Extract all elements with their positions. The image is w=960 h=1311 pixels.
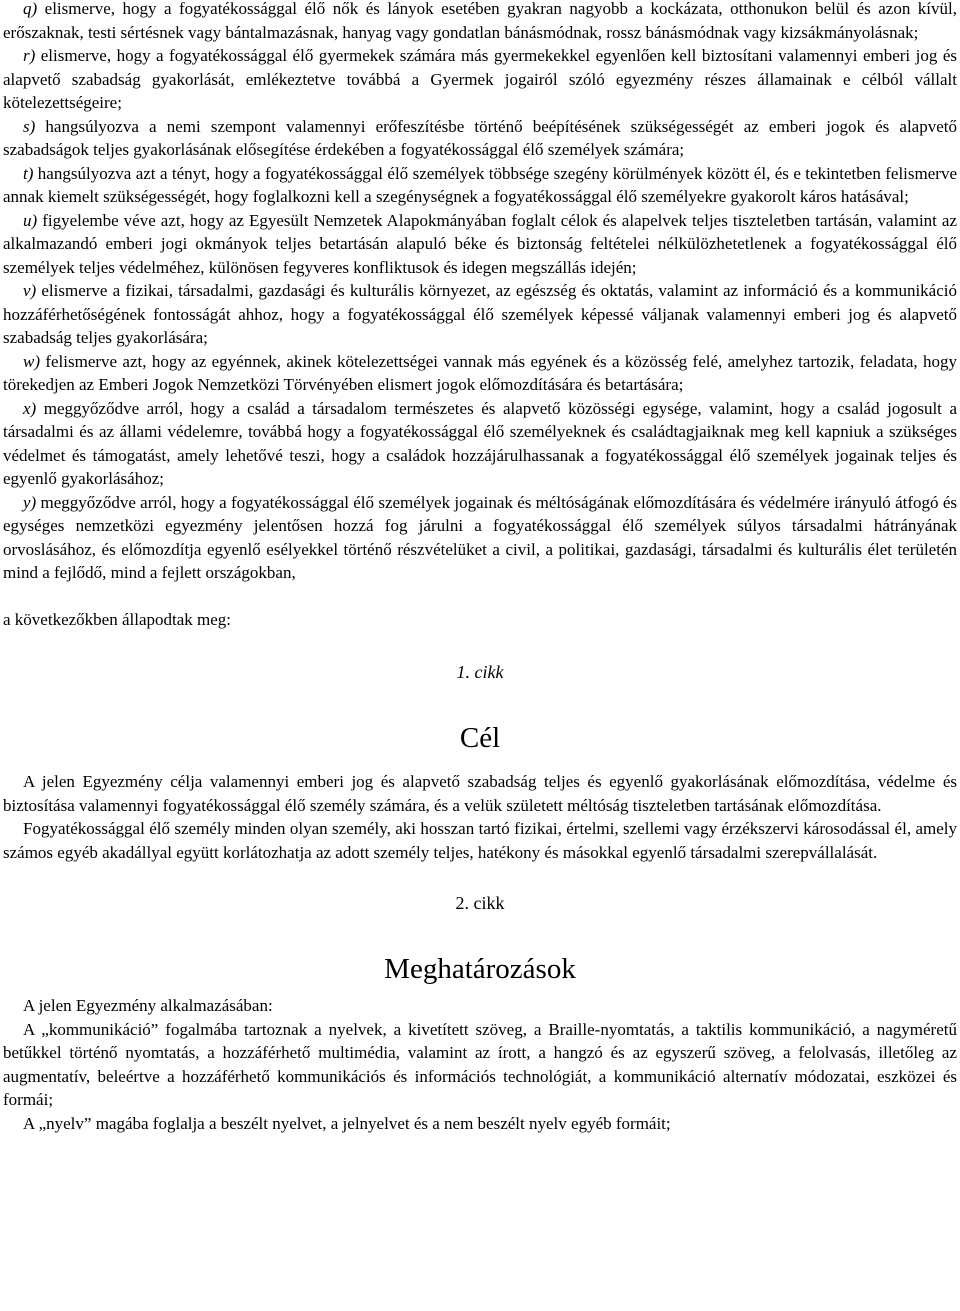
spacer [3,986,957,994]
item-text: meggyőződve arról, hogy a fogyatékossággal élő személyek jogainak és méltóságának előmozdítására és védelmére irányuló átfogó és egységes nemzetközi egyezmény jelentősen hozzá fog járulni a fogyatékossággal élő személyek súlyos társadalmi hátrányának orvoslásához, és előmozdítja egyenlő esélyekkel történő részvételüket a civil, a politikai, gazdasági, társadalmi és kulturális élet területén mind a fejlődő, mind a fejlett országokban, [3,492,957,582]
item-marker: t) [23,163,34,183]
item-text: meggyőződve arról, hogy a család a társadalom természetes és alapvető közösségi egysége, valamint, hogy a család jogosult a társadalmi és az állami védelemre, továbbá hogy a fogyatékossággal élő személyeknek és családtagjaiknak meg kell kapniuk a szükséges védelmet és támogatást, amely lehetővé teszi, hogy a családok hozzájárulhassanak a fogyatékossággal élő személyek jogainak teljes és egyenlő gyakorlásához; [3,398,957,488]
article-1-number: 1. cikk [456,662,504,682]
item-text: elismerve a fizikai, társadalmi, gazdasági és kulturális környezet, az egészség és oktatás, valamint az információ és a kommunikáció hozzáférhetőségének fontosságát ahhoz, hogy a fogyatékossággal élő személyek képessé váljanak valamennyi emberi jog és alapvető szabadság teljes gyakorlására; [3,281,957,347]
preamble-item-w [3,350,957,397]
article-2-number: 2. cikk [455,893,505,913]
item-marker: s) [23,116,36,136]
item-text: hangsúlyozva a nemi szempont valamennyi erőfeszítésbe történő beépítésének szükségességét az emberi jogok és alapvető szabadságok teljes gyakorlásának elősegítése érdekében a fogyatékossággal élő személyek számára; [3,116,957,159]
preamble-item-t [3,162,957,209]
spacer [3,632,957,656]
item-marker: w) [23,351,40,371]
preamble-item-u [3,209,957,280]
item-text: figyelembe véve azt, hogy az Egyesült Nemzetek Alapokmányában foglalt célok és alapelvek teljes tiszteletben tartásán, valamint az alkalmazandó emberi jogi okmányok teljes betartásán alapuló béke és biztonság feltételei nélkülözhetetlenek a fogyatékossággal élő személyek teljes védelméhez, különösen fegyveres konfliktusok és idegen megszállás idején; [3,210,957,277]
definition-communication: A „kommunikáció” fogalmába tartoznak a nyelvek, a kivetített szöveg, a Braille-nyomtatás, a taktilis kommunikáció, a nagyméretű betűkkel történő nyomtatás, a hozzáférhető multimédia, valamint az írott, a hangzó és az egyszerű szöveg, a felolvasás, illetőleg az augmentatív, beleértve a hozzáférhető kommunikációs és információs technológiát, a kommunikáció alternatív módozatai, eszközei és formái; [3,1019,957,1109]
definition-language: A „nyelv” magába foglalja a beszélt nyelvet, a jelnyelvet és a nem beszélt nyelv egyéb formáit; [23,1113,671,1133]
item-marker: u) [23,210,38,230]
item-text: hangsúlyozva azt a tényt, hogy a fogyatékossággal élő személyek többsége szegény körülmények között él, és e tekintetben felismerve annak kiemelt szükségességét, hogy foglalkozni kell a szegénységnek a fogyatékossággal élő személyekre gyakorolt káros hatásával; [3,163,957,206]
article-1-paragraph: A jelen Egyezmény célja valamennyi emberi jog és alapvető szabadság teljes és egyenlő gyakorlásának előmozdítása, védelme és biztosítása valamennyi fogyatékossággal élő személy számára, és a velük született méltóság tiszteletben tartásának előmozdítása. [3,772,957,815]
spacer [3,864,957,892]
item-text: elismerve, hogy a fogyatékossággal élő gyermekek számára más gyermekekkel egyenlően kell biztosítani valamennyi emberi jog és alapvető szabadság gyakorlását, emlékeztetve továbbá a Gyermek jogairól szóló egyezmény részes államainak e célból vállalt kötelezettségeire; [3,46,957,112]
item-marker: q) [23,0,38,18]
item-marker: v) [23,281,37,300]
article-2-intro: A jelen Egyezmény alkalmazásában: [23,996,273,1015]
item-marker: x) [23,398,37,418]
preamble-item-r [3,44,957,115]
spacer [3,684,957,721]
preamble-item-s [3,115,957,162]
preamble-item-q [3,0,957,44]
spacer [3,915,957,952]
item-marker: y) [23,492,37,512]
article-1-paragraph: Fogyatékossággal élő személy minden olyan személy, aki hosszan tartó fizikai, értelmi, szellemi vagy érzékszervi károsodással él, amely számos egyéb akadállyal együtt korlátozhatja az adott személy teljes, hatékony és másokkal egyenlő társadalmi szerepvállalását. [3,819,957,862]
agreement-line: a következőkben állapodtak meg: [3,610,231,629]
item-text: felismerve azt, hogy az egyénnek, akinek kötelezettségei vannak más egyének és a közösség felé, amelyhez tartozik, feladata, hogy törekedjen az Emberi Jogok Nemzetközi Törvényében elismert jogok előmozdítására és betartására; [3,351,957,394]
item-text: elismerve, hogy a fogyatékossággal élő nők és lányok esetében gyakran nagyobb a kockázata, otthonukon belül és azon kívül, erőszaknak, testi sértésnek vagy bántalmazásnak, hanyag vagy gondatlan bánásmódnak, rossz bánásmódnak vagy kizsákmányolásnak; [3,0,957,42]
preamble-item-y [3,491,957,585]
preamble-list [3,0,957,585]
preamble-item-x [3,397,957,491]
item-marker: r) [23,46,36,65]
spacer [3,755,957,770]
spacer [3,585,957,609]
article-1-title: Cél [459,722,501,754]
article-2-title: Meghatározások [384,953,576,985]
preamble-item-v [3,279,957,350]
